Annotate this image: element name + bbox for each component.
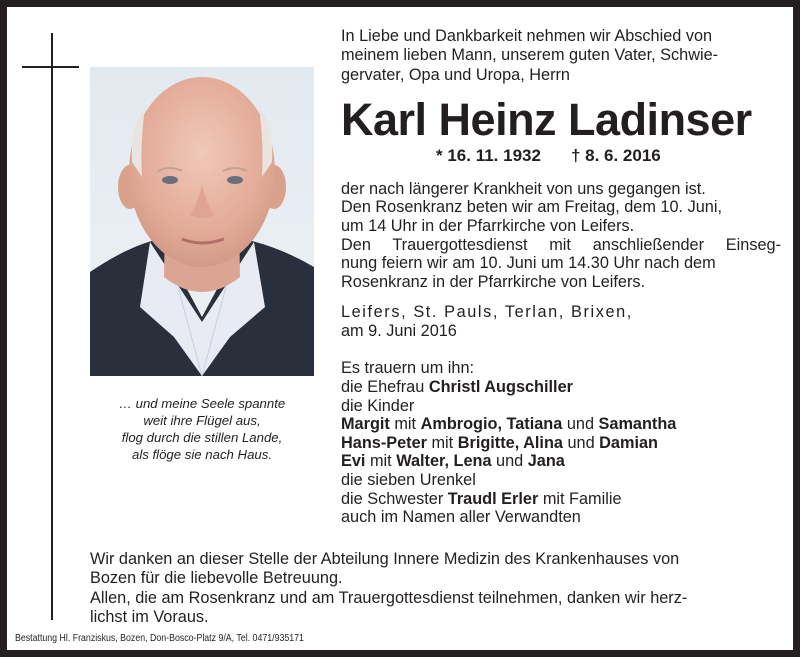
- deceased-name: Karl Heinz Ladinser: [341, 93, 752, 145]
- cross-horizontal-bar: [22, 66, 79, 68]
- intro-line: meinem lieben Mann, unserem guten Vater, Schwie-: [341, 46, 719, 65]
- announcement-date: am 9. Juni 2016: [341, 322, 457, 341]
- poem-line: weit ihre Flügel aus,: [143, 413, 261, 428]
- mourners-list: [341, 359, 781, 526]
- thanks-line: Wir danken an dieser Stelle der Abteilung Innere Medizin des Krankenhauses von: [90, 550, 680, 568]
- mourners-heading: Es trauern um ihn:: [341, 359, 475, 378]
- undertaker-footer: Bestattung Hl. Franziskus, Bozen, Don-Bosco-Platz 9/A, Tel. 0471/935171: [15, 633, 304, 644]
- thanks-text: [90, 550, 782, 627]
- label: die Ehefrau: [341, 378, 429, 397]
- thanks-line: lichst im Voraus.: [90, 607, 209, 626]
- connector: mit: [389, 415, 421, 434]
- mourner-family: [341, 434, 781, 453]
- birth-date: * 16. 11. 1932: [436, 145, 541, 165]
- mourner-family: [341, 415, 781, 434]
- family-names: Ambrogio, Tatiana: [420, 415, 563, 434]
- connector: mit: [365, 452, 397, 471]
- relatives-line: auch im Namen aller Verwandten: [341, 508, 581, 527]
- thanks-line: Bozen für die liebevolle Betreuung.: [90, 569, 343, 588]
- obituary-card: [7, 7, 793, 650]
- great-grandchildren: die sieben Urenkel: [341, 471, 476, 490]
- announcement-column: [341, 27, 781, 527]
- poem-line: flog durch die stillen Lande,: [121, 430, 283, 445]
- poem-quote: [90, 395, 314, 463]
- intro-line: gervater, Opa und Uropa, Herrn: [341, 65, 570, 84]
- mourner-family: [341, 452, 781, 471]
- mourner-sister: [341, 490, 781, 509]
- family-names: Jana: [527, 452, 565, 471]
- body-line: der nach längerer Krankheit von uns gegangen ist.: [341, 179, 706, 198]
- poem-line: … und meine Seele spannte: [118, 396, 286, 411]
- thanks-line: Allen, die am Rosenkranz und am Trauergottesdienst teilnehmen, danken wir herz-: [90, 588, 688, 607]
- child-name: Margit: [341, 415, 390, 434]
- wife-name: Christl Augschiller: [428, 378, 573, 397]
- body-line: um 14 Uhr in der Pfarrkirche von Leifers.: [341, 217, 635, 236]
- life-dates: [341, 146, 781, 166]
- child-name: Hans-Peter: [341, 433, 427, 452]
- family-names: Damian: [599, 433, 658, 452]
- cross-vertical-bar: [51, 33, 53, 620]
- connector: und: [562, 415, 599, 434]
- connector: und: [491, 452, 528, 471]
- body-line: Den Trauergottesdienst mit anschließender Einseg-: [341, 235, 781, 254]
- family-names: Walter, Lena: [396, 452, 492, 471]
- places-list: Leifers, St. Pauls, Terlan, Brixen,: [341, 303, 633, 322]
- connector: mit: [426, 433, 458, 452]
- portrait-photo: [90, 67, 314, 376]
- label: die Schwester: [341, 489, 448, 508]
- service-details: [341, 180, 781, 292]
- child-name: Evi: [341, 452, 366, 471]
- label: mit Familie: [538, 489, 622, 508]
- family-names: Samantha: [598, 415, 677, 434]
- children-label: die Kinder: [341, 396, 415, 415]
- poem-line: als flöge sie nach Haus.: [131, 447, 272, 462]
- sister-name: Traudl Erler: [447, 489, 539, 508]
- body-line: nung feiern wir am 10. Juni um 14.30 Uhr nach dem: [341, 254, 716, 273]
- mourner-wife: [341, 378, 781, 397]
- intro-line: In Liebe und Dankbarkeit nehmen wir Abschied von: [341, 27, 713, 45]
- intro-text: [341, 27, 781, 85]
- family-names: Brigitte, Alina: [457, 433, 563, 452]
- connector: und: [562, 433, 600, 452]
- death-date: † 8. 6. 2016: [570, 145, 661, 165]
- body-line: Rosenkranz in der Pfarrkirche von Leifers.: [341, 272, 646, 291]
- body-line: Den Rosenkranz beten wir am Freitag, dem 10. Juni,: [341, 198, 722, 217]
